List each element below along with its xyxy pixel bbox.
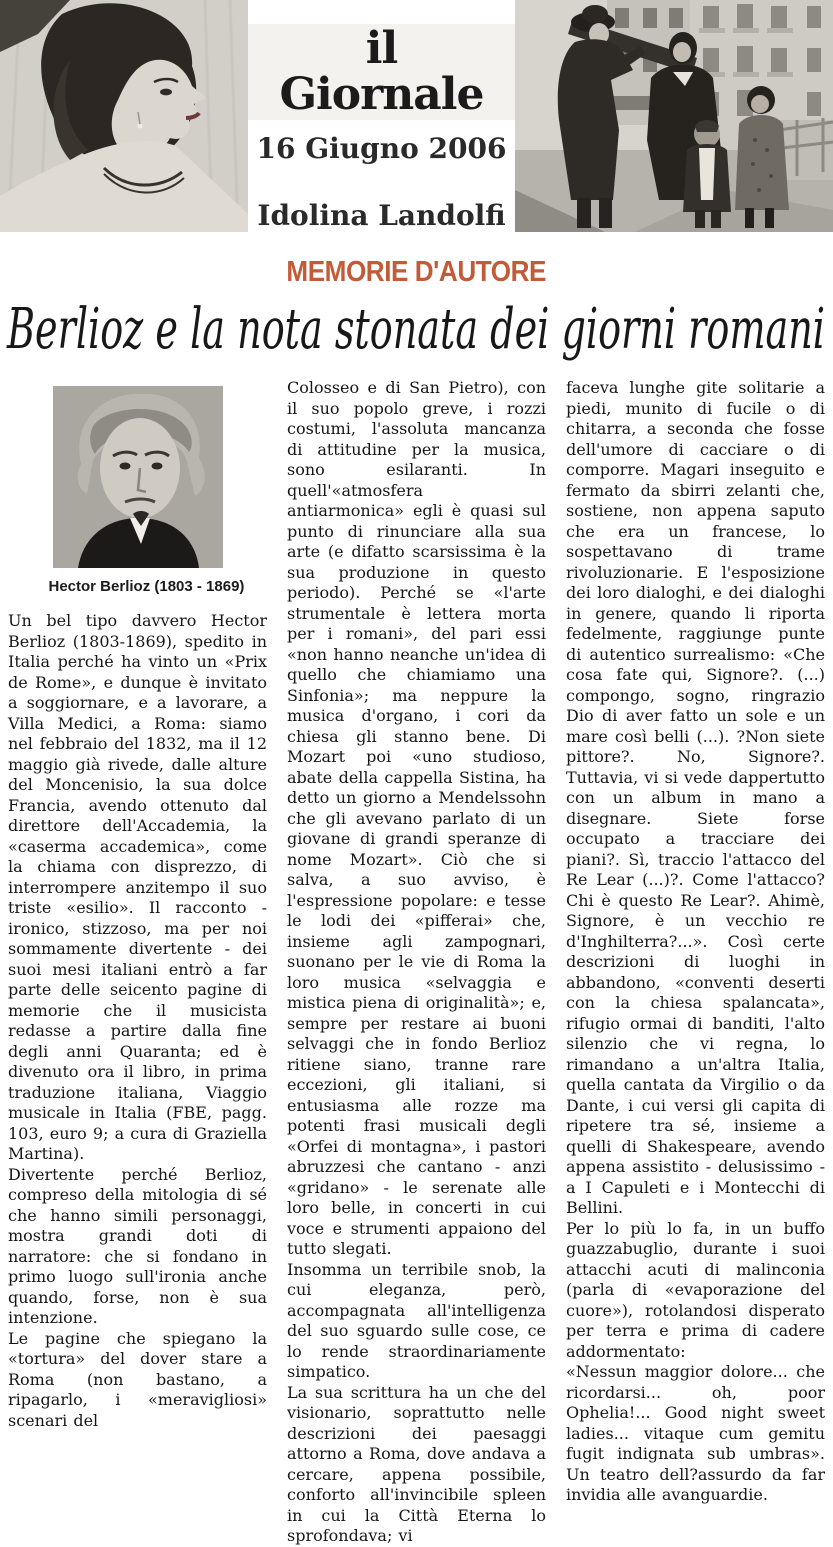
headline-text: Berlioz e la nota stonata dei giorni romani: [6, 297, 825, 362]
paragraph: Colosseo e di San Pietro), con il suo popolo greve, i rozzi costumi, l'assoluta mancanza di attitudine per la musica, sono esilaranti. In quell'«atmosfera antiarmonica» egli è quasi sul punto di rinunciare alla sua arte (e difatto scarsissima è la sua produzione in questo periodo). Perché se «l'arte strumentale è lettera morta per i romani», del pari essi «non hanno neanche un'idea di quello che chiamiamo una Sinfonia»; ma neppure la musica d'organo, i cori da chiesa gli stanno bene. Di Mozart poi «uno studioso, abate della cappella Sistina, ha detto un giorno a Mendelssohn che gli avevano parlato di un giovane di grandi speranze di nome Mozart». Ciò che si salva, a suo avviso, è l'espressione popolare: e tesse le lodi dei «pifferai» che, insieme agli zampognari, suonano per le vie di Roma la loro musica «selvaggia e mistica piena di originalità»; e, sempre per restare ai buoni selvaggi che in fondo Berlioz ritiene siano, tranne rare eccezioni, gli italiani, si entusiasma alle rozze ma potenti frasi musicali degli «Orfei di montagna», i pastori abruzzesi che cantano - anzi «gridano» - le serenate alle loro belle, in concerti in cui voce e strumenti appaiono del tutto slegati.: [287, 378, 546, 1258]
headline-svg: [0, 292, 833, 368]
kicker-row: [0, 256, 833, 290]
paragraph: Insomma un terribile snob, la cui eleganza, però, accompagnata all'intelligenza del suo sguardo sulle cose, ce lo rende straordinariamente simpatico.: [287, 1259, 546, 1381]
column-2: [287, 378, 546, 1545]
paragraph: «Nessun maggior dolore... che ricordarsi... oh, poor Ophelia!... Good night sweet ladies... vitaque cum gemitu fugit indignata sub umbras». Un teatro dell?assurdo da far invidia alle avanguardie.: [566, 1362, 825, 1504]
kicker: MEMORIE D'AUTORE: [286, 256, 547, 288]
paragraph: Divertente perché Berlioz, compreso della mitologia di sé che hanno simili personaggi, mostra grandi doti di narratore: che si fondano in primo luogo sull'ironia anche quando, forse, non è sua intenzione.: [8, 1164, 267, 1327]
author-name: Idolina Landolfi: [257, 199, 506, 233]
masthead: [248, 0, 515, 232]
issue-date: 16 Giugno 2006: [256, 132, 507, 166]
newspaper-title: il Giornale: [248, 24, 515, 120]
column-1: [8, 378, 267, 1430]
berlioz-portrait-photo: [53, 386, 223, 568]
family-street-photo: [515, 0, 833, 232]
woman-profile-photo: [0, 0, 248, 232]
column-3: [566, 378, 825, 1504]
berlioz-figure: [48, 386, 245, 595]
paragraph: Le pagine che spiegano la «tortura» del dover stare a Roma (non bastano, a ripagarlo, i «meravigliosi» scenari del: [8, 1328, 267, 1430]
article-body: [0, 368, 833, 1545]
paragraph: Per lo più lo fa, in un buffo guazzabuglio, durante i suoi attacchi acuti di malinconia (parla di «evaporazione del cuore»), rotolandosi disperato per terra e prima di cadere addormentato:: [566, 1218, 825, 1361]
paragraph: faceva lunghe gite solitarie a piedi, munito di fucile o di chitarra, a seconda che fosse dell'umore di cacciare o di comporre. Magari inseguito e fermato da sbirri zelanti che, sostiene, non appena saputo che era un francese, lo sospettavano di trame rivoluzionarie. E l'esposizione dei loro dialoghi, e dei dialoghi in genere, quando li riporta fedelmente, raggiunge punte di autentico surrealismo: «Che cosa fate qui, Signore?. (...) compongo, sogno, ringrazio Dio di aver fatto un sole e un mare così belli (...). ?Non siete pittore?. No, Signore?. Tuttavia, vi si vede dappertutto con un album in mano a disegnare. Siete forse occupato a tracciare dei piani?. Sì, traccio l'attacco del Re Lear (...)?. Come l'attacco? Chi è questo Re Lear?. Ahimè, Signore, è un vecchio re d'Inghilterra?...». Così certe descrizioni di luoghi in abbandono, «conventi deserti con la chiesa spalancata», rifugio ormai di banditi, l'alto silenzio che vi regna, lo rimandano a un'altra Italia, quella cantata da Virgilio o da Dante, i cui versi gli capita di ripetere tra sé, insieme a quelli di Shakespeare, avendo appena assistito - delusissimo - a I Capuleti e i Montecchi di Bellini.: [566, 378, 825, 1217]
paragraph: La sua scrittura ha un che del visionario, soprattutto nelle descrizioni dei paesaggi attorno a Roma, dove andava a cercare, appena possibile, conforto all'invincibile spleen in cui la Città Eterna lo sprofondava; vi: [287, 1382, 546, 1545]
headline-row: [0, 292, 833, 368]
portrait-caption: Hector Berlioz (1803 - 1869): [48, 578, 245, 595]
paragraph: Un bel tipo davvero Hector Berlioz (1803-1869), spedito in Italia perché ha vinto un «Prix de Rome», e dunque è invitato a soggiornare, e a lavorare, a Villa Medici, a Roma: siamo nel febbraio del 1832, ma il 12 maggio già rivede, dalle alture del Moncenisio, la sua dolce Francia, avendo ottenuto dal direttore dell'Accademia, la «caserma accademica», come la chiama con disprezzo, di interrompere anzitempo il suo triste «esilio». Il racconto - ironico, stizzoso, ma per noi sommamente divertente - dei suoi mesi italiani entrò a far parte delle seicento pagine di memorie che il musicista redasse a partire dalla fine degli anni Quaranta; ed è divenuto ora il libro, in prima traduzione italiana, Viaggio musicale in Italia (FBE, pagg. 103, euro 9; a cura di Graziella Martina).: [8, 611, 267, 1163]
top-strip: [0, 0, 833, 232]
